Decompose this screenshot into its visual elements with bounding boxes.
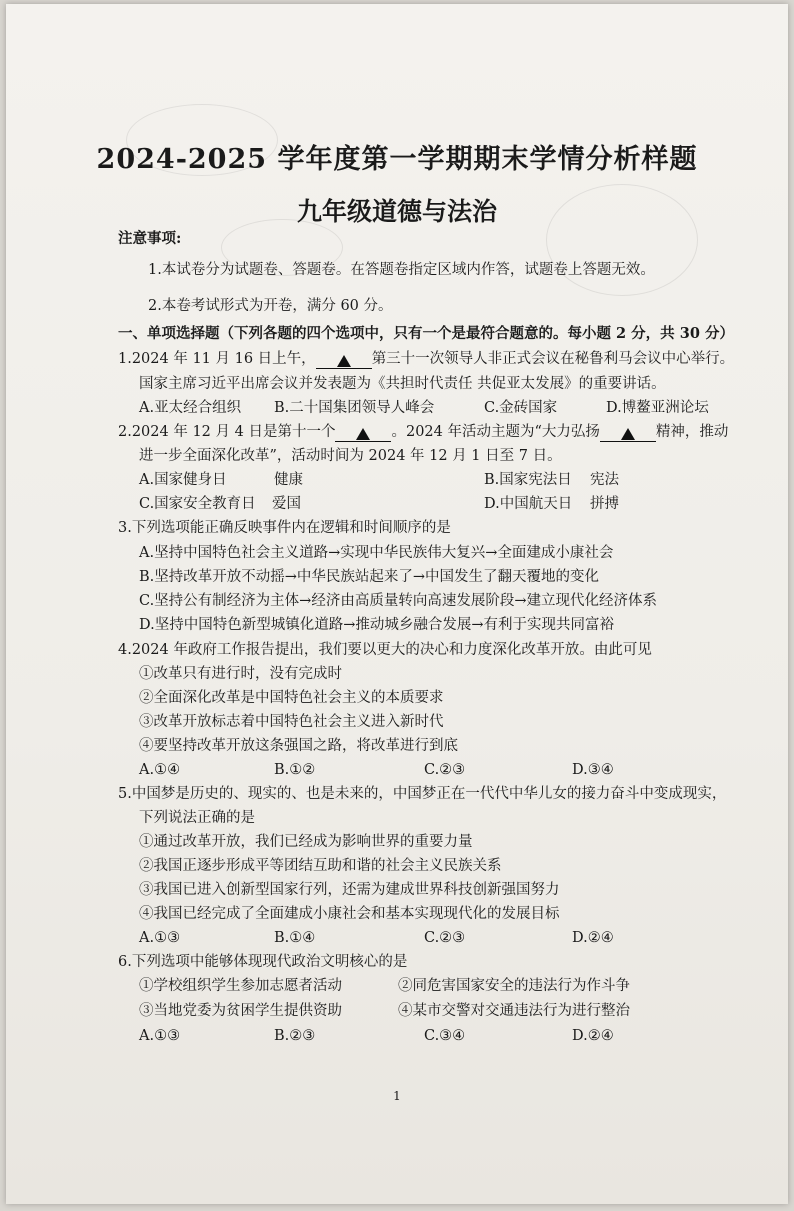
q6-item-3: ③当地党委为贫困学生提供资助 bbox=[139, 1003, 342, 1019]
q1-option-c: C.金砖国家 bbox=[484, 400, 558, 416]
q4-option-b: B.①② bbox=[274, 762, 316, 778]
exam-subtitle: 九年级道德与法治 bbox=[296, 197, 497, 226]
q5-option-a: A.①③ bbox=[139, 930, 181, 946]
question-5-line-1: 5.中国梦是历史的、现实的、也是未来的，中国梦正在一代代中华儿女的接力奋斗中变成现实， bbox=[118, 786, 727, 802]
q5-item-3: ③我国已进入创新型国家行列，还需为建成世界科技创新强国努力 bbox=[139, 882, 560, 898]
q4-option-c: C.②③ bbox=[424, 762, 466, 778]
q2-option-d-word: 拼搏 bbox=[590, 496, 619, 512]
q6-item-4: ④某市交警对交通违法行为进行整治 bbox=[398, 1003, 630, 1019]
q1-text-a: 1.2024 年 11 月 16 日上午， bbox=[118, 351, 316, 367]
question-3-stem: 3.下列选项能正确反映事件内在逻辑和时间顺序的是 bbox=[118, 520, 451, 536]
q5-option-d: D.②④ bbox=[572, 930, 614, 946]
q2-answer-blank-1 bbox=[335, 425, 391, 442]
triangle-icon bbox=[621, 428, 635, 440]
exam-paper bbox=[6, 4, 788, 1204]
q1-answer-blank bbox=[316, 352, 372, 369]
q2-option-b-word: 宪法 bbox=[590, 472, 619, 488]
q2-option-c-word: 爱国 bbox=[272, 496, 301, 512]
question-1-line-2: 国家主席习近平出席会议并发表题为《共担时代责任 共促亚太发展》的重要讲话。 bbox=[139, 376, 666, 392]
section-heading: 一、单项选择题（下列各题的四个选项中，只有一个是最符合题意的。每小题 2 分，共 30 分） bbox=[118, 325, 734, 342]
triangle-icon bbox=[356, 428, 370, 440]
q2-text-c: 精神，推动 bbox=[655, 424, 729, 440]
q2-text-a: 2.2024 年 12 月 4 日是第十一个 bbox=[118, 424, 336, 440]
q5-option-c: C.②③ bbox=[424, 930, 466, 946]
q3-option-c: C.坚持公有制经济为主体→经济由高质量转向高速发展阶段→建立现代化经济体系 bbox=[139, 593, 657, 609]
q4-item-4: ④要坚持改革开放这条强国之路，将改革进行到底 bbox=[139, 738, 458, 754]
notice-item-1: 1.本试卷分为试题卷、答题卷。在答题卷指定区域内作答，试题卷上答题无效。 bbox=[148, 262, 655, 278]
triangle-icon bbox=[337, 355, 351, 367]
q5-item-2: ②我国正逐步形成平等团结互助和谐的社会主义民族关系 bbox=[139, 858, 502, 874]
q6-item-2: ②同危害国家安全的违法行为作斗争 bbox=[398, 978, 630, 994]
q3-option-a: A.坚持中国特色社会主义道路→实现中华民族伟大复兴→全面建成小康社会 bbox=[139, 545, 614, 561]
q5-option-b: B.①④ bbox=[274, 930, 316, 946]
question-2-line-1 bbox=[118, 422, 728, 442]
q2-option-a-word: 健康 bbox=[274, 472, 303, 488]
question-4-stem: 4.2024 年政府工作报告提出，我们要以更大的决心和力度深化改革开放。由此可见 bbox=[118, 642, 652, 658]
q2-text-b: 。2024 年活动主题为“大力弘扬 bbox=[391, 424, 600, 440]
q1-option-d: D.博鳌亚洲论坛 bbox=[606, 400, 709, 416]
q2-option-c: C.国家安全教育日 bbox=[139, 496, 256, 512]
q6-option-a: A.①③ bbox=[139, 1028, 181, 1044]
q3-option-b: B.坚持改革开放不动摇→中华民族站起来了→中国发生了翻天覆地的变化 bbox=[139, 569, 600, 585]
q2-option-a: A.国家健身日 bbox=[139, 472, 227, 488]
q6-option-c: C.③④ bbox=[424, 1028, 466, 1044]
notice-item-2: 2.本卷考试形式为开卷，满分 60 分。 bbox=[148, 298, 393, 314]
question-5-line-2: 下列说法正确的是 bbox=[139, 810, 255, 826]
q5-item-1: ①通过改革开放，我们已经成为影响世界的重要力量 bbox=[139, 834, 473, 850]
exam-title: 2024-2025 学年度第一学期期末学情分析样题 bbox=[96, 144, 698, 175]
q6-item-1: ①学校组织学生参加志愿者活动 bbox=[139, 978, 342, 994]
question-1-line-1 bbox=[118, 349, 734, 369]
question-2-line-2: 进一步全面深化改革”，活动时间为 2024 年 12 月 1 日至 7 日。 bbox=[139, 448, 562, 464]
q4-item-2: ②全面深化改革是中国特色社会主义的本质要求 bbox=[139, 690, 444, 706]
q4-option-d: D.③④ bbox=[572, 762, 614, 778]
q5-item-4: ④我国已经完成了全面建成小康社会和基本实现现代化的发展目标 bbox=[139, 906, 560, 922]
question-6-stem: 6.下列选项中能够体现现代政治文明核心的是 bbox=[118, 954, 408, 970]
q1-option-a: A.亚太经合组织 bbox=[139, 400, 242, 416]
q6-option-d: D.②④ bbox=[572, 1028, 614, 1044]
notice-heading: 注意事项: bbox=[118, 230, 182, 247]
q1-text-b: 第三十一次领导人非正式会议在秘鲁利马会议中心举行。 bbox=[371, 351, 735, 367]
q6-option-b: B.②③ bbox=[274, 1028, 316, 1044]
page-number: 1 bbox=[393, 1089, 401, 1103]
q4-item-3: ③改革开放标志着中国特色社会主义进入新时代 bbox=[139, 714, 444, 730]
q1-option-b: B.二十国集团领导人峰会 bbox=[274, 400, 435, 416]
q2-answer-blank-2 bbox=[600, 425, 656, 442]
q2-option-d: D.中国航天日 bbox=[484, 496, 573, 512]
q4-option-a: A.①④ bbox=[139, 762, 181, 778]
q2-option-b: B.国家宪法日 bbox=[484, 472, 572, 488]
q4-item-1: ①改革只有进行时，没有完成时 bbox=[139, 666, 342, 682]
q3-option-d: D.坚持中国特色新型城镇化道路→推动城乡融合发展→有利于实现共同富裕 bbox=[139, 617, 615, 633]
